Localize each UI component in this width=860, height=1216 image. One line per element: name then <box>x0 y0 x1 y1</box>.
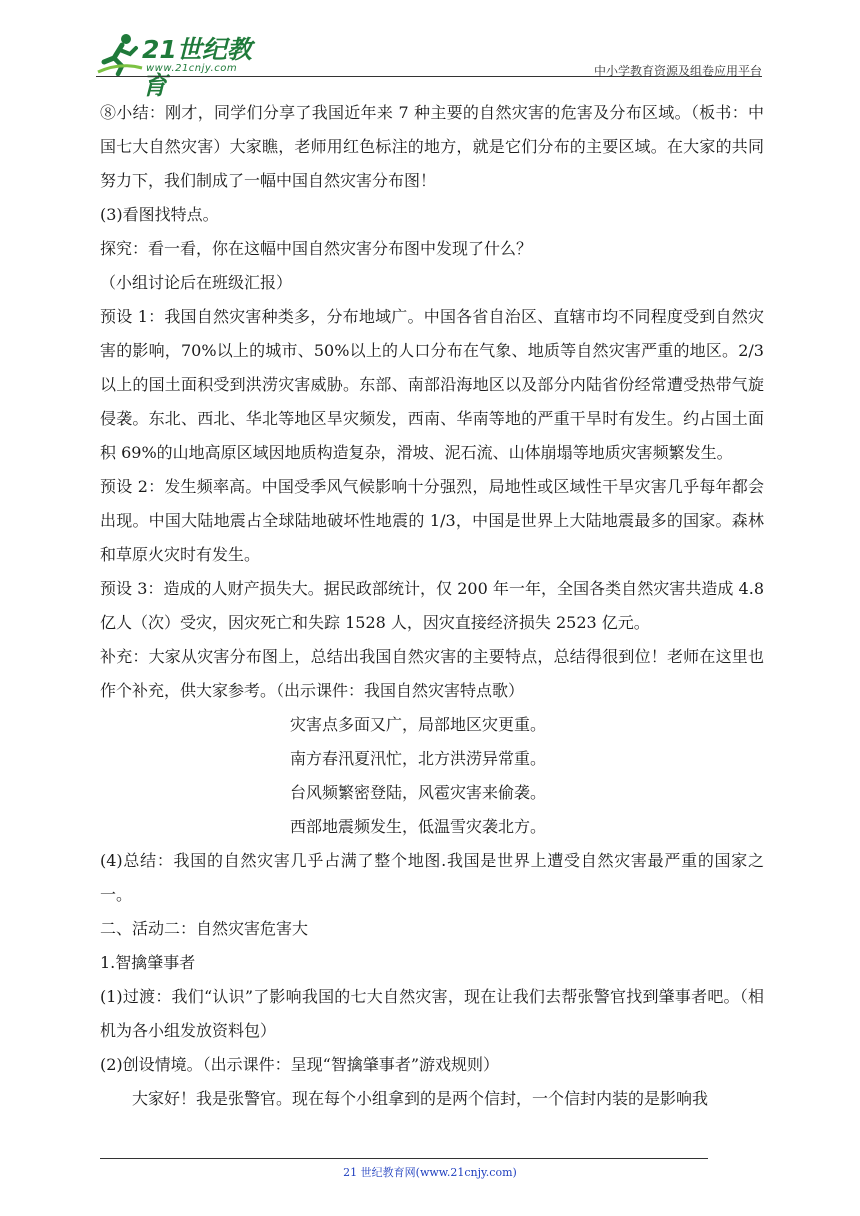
poem-line: 灾害点多面又广，局部地区灾更重。 <box>290 715 547 734</box>
paragraph-preset-3: 预设 3：造成的人财产损失大。据民政部统计，仅 200 年一年，全国各类自然灾害共造成 4.8 亿人（次）受灾，因灾死亡和失踪 1528 人，因灾直接经济损失 2523 亿元。 <box>100 579 764 632</box>
header-divider <box>96 76 762 77</box>
paragraph-group-report: （小组讨论后在班级汇报） <box>100 273 293 292</box>
section-heading-activity-2: 二、活动二：自然灾害危害大 <box>100 919 309 938</box>
paragraph-scenario: (2)创设情境。（出示课件：呈现“智擒肇事者”游戏规则） <box>100 1055 500 1074</box>
footer-divider <box>100 1158 708 1159</box>
footer-link[interactable]: 21 世纪教育网(www.21cnjy.com) <box>343 1166 517 1179</box>
paragraph-officer-intro: 大家好！我是张警官。现在每个小组拿到的是两个信封，一个信封内装的是影响我 <box>132 1089 709 1108</box>
subheading-catch-culprit: 1.智擒肇事者 <box>100 953 196 972</box>
site-logo[interactable] <box>96 28 266 100</box>
document-body <box>100 96 764 1116</box>
page-header <box>96 28 762 100</box>
poem-line: 南方春汛夏汛忙，北方洪涝异常重。 <box>290 749 547 768</box>
poem-line: 台风频繁密登陆，风雹灾害来偷袭。 <box>290 783 547 802</box>
paragraph-find-features: (3)看图找特点。 <box>100 205 219 224</box>
paragraph-transition: (1)过渡：我们“认识”了影响我国的七大自然灾害，现在让我们去帮张警官找到肇事者吧。（相机为各小组发放资料包） <box>100 987 764 1040</box>
paragraph-explore: 探究：看一看，你在这幅中国自然灾害分布图中发现了什么？ <box>100 239 533 258</box>
runner-logo-icon <box>96 32 144 76</box>
paragraph-preset-2: 预设 2：发生频率高。中国受季风气候影响十分强烈，局地性或区域性干旱灾害几乎每年都会出现。中国大陆地震占全球陆地破坏性地震的 1/3，中国是世界上大陆地震最多的国家。森林和草原火灾时有发生。 <box>100 477 764 564</box>
paragraph-supplement: 补充：大家从灾害分布图上，总结出我国自然灾害的主要特点，总结得很到位！老师在这里也作个补充，供大家参考。（出示课件：我国自然灾害特点歌） <box>100 647 764 700</box>
paragraph-summary: ⑧小结：刚才，同学们分享了我国近年来 7 种主要的自然灾害的危害及分布区域。（板书：中国七大自然灾害）大家瞧，老师用红色标注的地方，就是它们分布的主要区域。在大家的共同努力下，我们制成了一幅中国自然灾害分布图！ <box>100 103 764 190</box>
platform-title: 中小学教育资源及组卷应用平台 <box>593 64 762 78</box>
logo-wordmark: 21世纪教育 <box>142 35 252 100</box>
paragraph-conclusion: (4)总结：我国的自然灾害几乎占满了整个地图.我国是世界上遭受自然灾害最严重的国家之一。 <box>100 851 764 904</box>
logo-url: www.21cnjy.com <box>146 63 238 74</box>
poem-line: 西部地震频发生，低温雪灾袭北方。 <box>290 817 547 836</box>
paragraph-preset-1: 预设 1：我国自然灾害种类多，分布地域广。中国各省自治区、直辖市均不同程度受到自然灾害的影响，70%以上的城市、50%以上的人口分布在气象、地质等自然灾害严重的地区。2/3 以上的国土面积受到洪涝灾害威胁。东部、南部沿海地区以及部分内陆省份经常遭受热带气旋侵袭。东北、西北、华北等地区旱灾频发，西南、华南等地的严重干旱时有发生。约占国土面积 69%的山地高原区域因地质构造复杂，滑坡、泥石流、山体崩塌等地质灾害频繁发生。 <box>100 307 764 462</box>
